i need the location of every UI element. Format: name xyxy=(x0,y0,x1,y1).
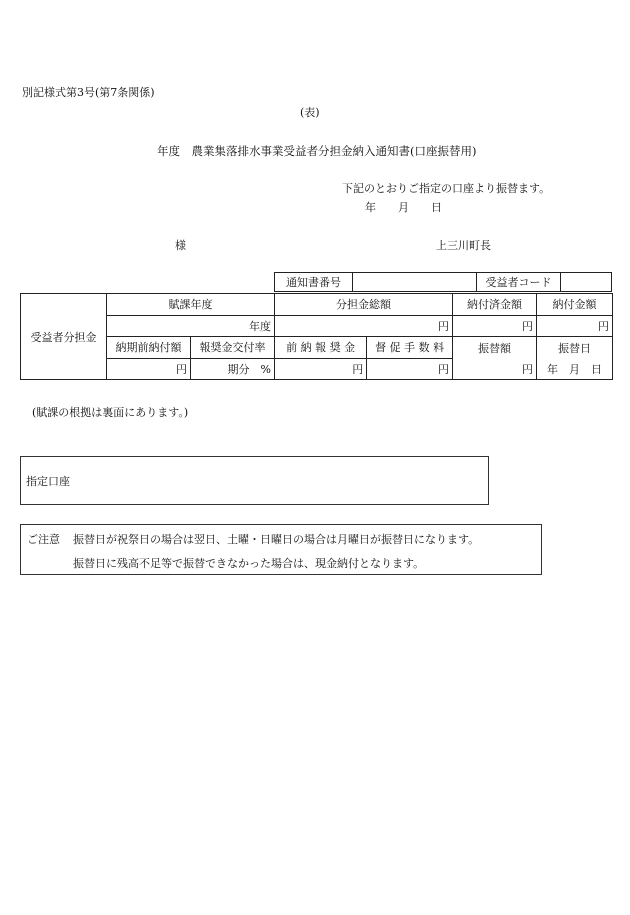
charge-table xyxy=(20,293,613,380)
reward-rate-value[interactable]: 期分 % xyxy=(191,358,275,380)
payment-header: 納付金額 xyxy=(537,294,613,316)
recipient-suffix: 様 xyxy=(175,239,186,252)
transfer-date-value[interactable]: 年 月 日 xyxy=(537,358,613,380)
beneficiary-code-label: 受益者コード xyxy=(477,273,561,292)
notice-number-field[interactable] xyxy=(353,273,477,292)
notes-box xyxy=(20,524,542,575)
basis-note: (賦課の根拠は裏面にあります。) xyxy=(32,406,189,419)
row-header: 受益者分担金 xyxy=(21,294,107,380)
prepay-value[interactable]: 円 xyxy=(107,358,191,380)
total-header: 分担金総額 xyxy=(275,294,453,316)
transfer-amount-header: 振替額 xyxy=(453,337,537,359)
issuer: 上三川町長 xyxy=(436,239,491,252)
total-value[interactable]: 円 xyxy=(275,315,453,337)
transfer-amount-value[interactable]: 円 xyxy=(453,358,537,380)
form-id: 別記様式第3号(第7条関係) xyxy=(22,86,155,99)
page-title: 年度 農業集落排水事業受益者分担金納入通知書(口座振替用) xyxy=(157,144,477,158)
payment-value[interactable]: 円 xyxy=(537,315,613,337)
account-label: 指定口座 xyxy=(26,475,70,488)
side-label: (表) xyxy=(300,106,320,119)
paid-value[interactable]: 円 xyxy=(453,315,537,337)
beneficiary-code-field[interactable] xyxy=(561,273,612,292)
notes-title: ご注意 xyxy=(27,533,60,546)
issue-date: 年 月 日 xyxy=(365,201,442,214)
notice-header-table xyxy=(274,272,612,292)
fiscal-year-header: 賦課年度 xyxy=(107,294,275,316)
paid-header: 納付済金額 xyxy=(453,294,537,316)
note-2: 振替日に残高不足等で振替できなかった場合は、現金納付となります。 xyxy=(73,557,425,570)
prepay-header: 納期前納付額 xyxy=(107,337,191,359)
transfer-date-header: 振替日 xyxy=(537,337,613,359)
reminder-fee-value[interactable]: 円 xyxy=(367,358,453,380)
account-box[interactable] xyxy=(20,456,489,505)
reminder-fee-header: 督 促 手 数 料 xyxy=(367,337,453,359)
notice-number-label: 通知書番号 xyxy=(275,273,353,292)
fiscal-year-value[interactable]: 年度 xyxy=(107,315,275,337)
prepay-reward-header: 前 納 報 奨 金 xyxy=(275,337,367,359)
reward-rate-header: 報奨金交付率 xyxy=(191,337,275,359)
note-1: 振替日が祝祭日の場合は翌日、土曜・日曜日の場合は月曜日が振替日になります。 xyxy=(73,533,480,546)
prepay-reward-value[interactable]: 円 xyxy=(275,358,367,380)
intro-text: 下記のとおりご指定の口座より振替ます。 xyxy=(342,182,551,195)
